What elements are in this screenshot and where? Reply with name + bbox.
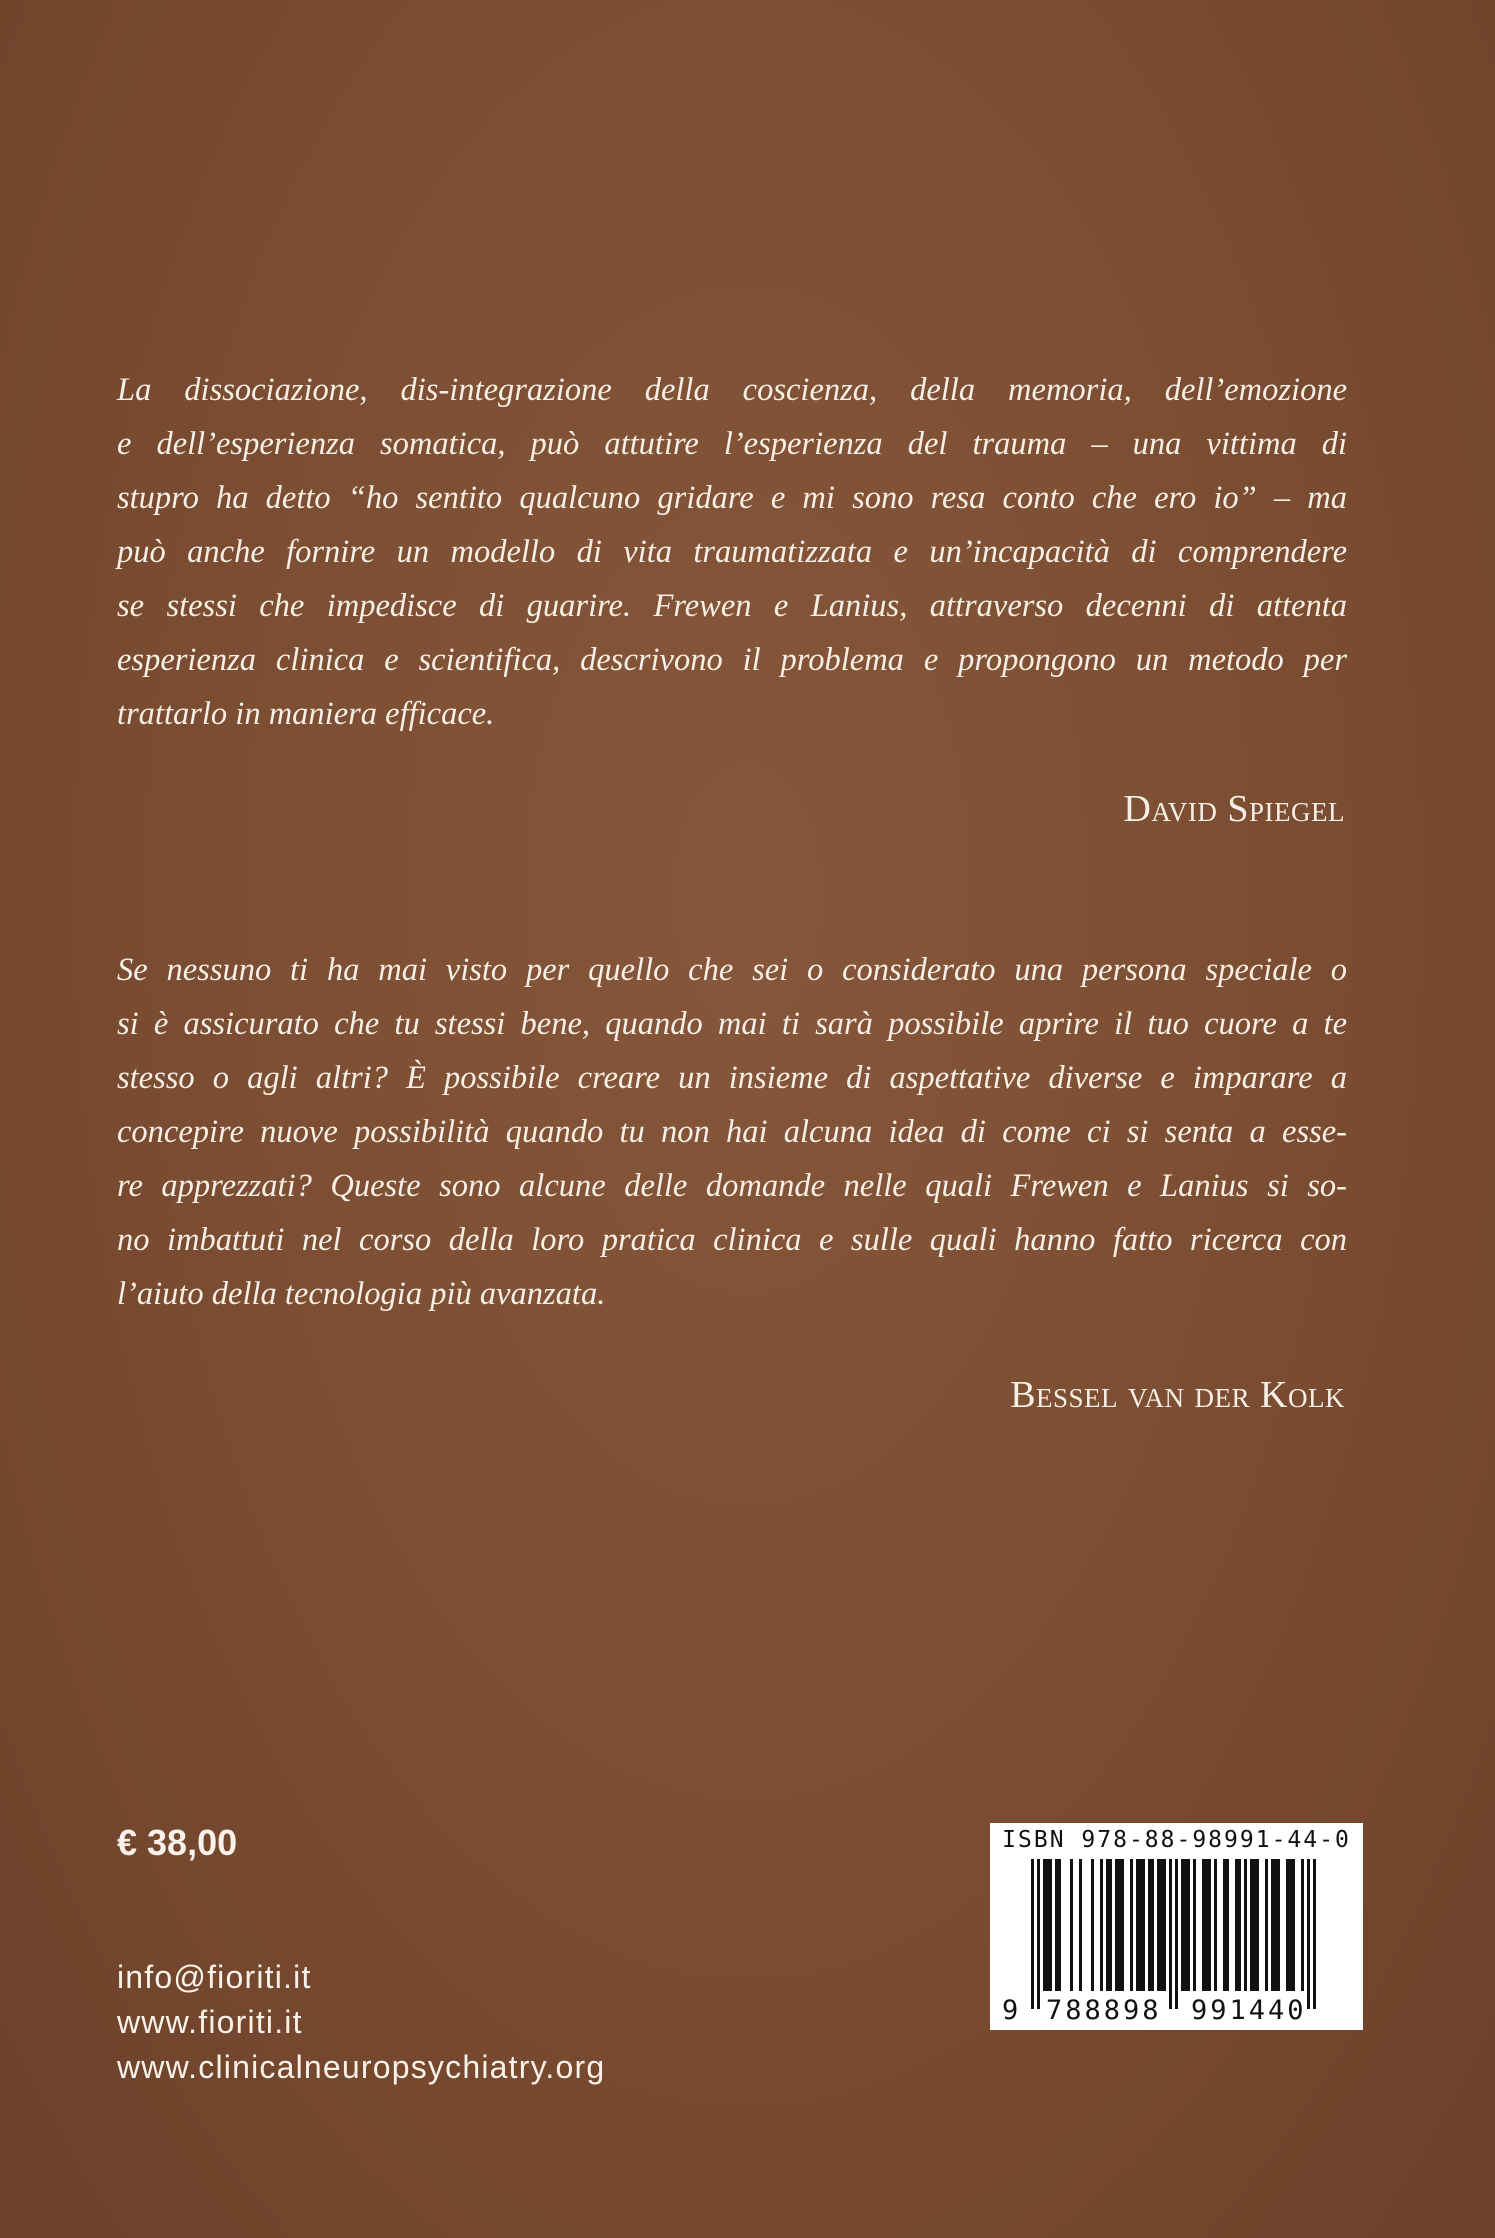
- barcode-bar: [1253, 1859, 1256, 1991]
- quote-line: La dissociazione, dis-integrazione della coscienza, della memoria, dell’emozione: [117, 372, 1347, 408]
- barcode-digit-first: 9: [1002, 1995, 1019, 2026]
- barcode-bar: [1109, 1859, 1112, 1991]
- barcode-bar: [1121, 1859, 1124, 1991]
- quote-author-van-der-kolk: Bessel van der Kolk: [1010, 1374, 1345, 1416]
- barcode-bar: [1148, 1859, 1151, 1991]
- barcode-bar: [1301, 1859, 1304, 1991]
- quote-van-der-kolk: [117, 943, 1347, 1321]
- barcode-bar: [1049, 1859, 1052, 1991]
- barcode-bar: [1244, 1859, 1247, 1991]
- quote-line: no imbattuti nel corso della loro pratica clinica e sulle quali hanno fatto ricerca con: [117, 1222, 1347, 1258]
- barcode-bar: [1151, 1859, 1154, 1991]
- quote-line: e dell’esperienza somatica, può attutire l’esperienza del trauma – una vittima di: [117, 426, 1347, 462]
- barcode-bar: [1037, 1859, 1040, 2009]
- quote-line: trattarlo in maniera efficace.: [117, 696, 495, 732]
- barcode-bar: [1289, 1859, 1292, 1991]
- barcode-digit-group-left: 788898: [1046, 1995, 1162, 2026]
- barcode-bar: [1274, 1859, 1277, 1991]
- barcode-bar: [1055, 1859, 1058, 1991]
- barcode-bar: [1118, 1859, 1121, 1991]
- barcode-bar: [1184, 1859, 1187, 1991]
- quote-line: re apprezzati? Queste sono alcune delle domande nelle quali Frewen e Lanius si so-: [117, 1168, 1347, 1204]
- quote-line: esperienza clinica e scientifica, descrivono il problema e propongono un metodo per: [117, 642, 1347, 678]
- barcode-bar: [1130, 1859, 1133, 1991]
- quote-line: si è assicurato che tu stessi bene, quando mai ti sarà possibile aprire il tuo cuore a te: [117, 1006, 1347, 1042]
- barcode-bar: [1226, 1859, 1229, 1991]
- barcode-bar: [1277, 1859, 1280, 1991]
- quote-author-spiegel: David Spiegel: [1123, 788, 1345, 830]
- quote-line: stupro ha detto “ho sentito qualcuno gridare e mi sono resa conto che ero io” – ma: [117, 480, 1347, 516]
- contact-block: [117, 1955, 605, 2090]
- quote-line: può anche fornire un modello di vita traumatizzata e un’incapacità di comprendere: [117, 534, 1347, 570]
- isbn-barcode: [990, 1823, 1363, 2030]
- barcode-bar: [1106, 1859, 1109, 1991]
- barcode-bar: [1091, 1859, 1094, 1991]
- barcode-bar: [1187, 1859, 1190, 1991]
- price-label: € 38,00: [117, 1822, 238, 1863]
- barcode-bar: [1214, 1859, 1217, 1991]
- barcode-bar: [1250, 1859, 1253, 1991]
- barcode-bar: [1115, 1859, 1118, 1991]
- barcode-bar: [1202, 1859, 1205, 1991]
- quote-line: Se nessuno ti ha mai visto per quello che sei o considerato una persona speciale o: [117, 952, 1347, 988]
- barcode-bar: [1193, 1859, 1196, 1991]
- barcode-bar: [1313, 1859, 1316, 2009]
- barcode-bar: [1136, 1859, 1139, 1991]
- barcode-bar: [1031, 1859, 1034, 2009]
- barcode-bar: [1046, 1859, 1049, 1991]
- barcode-bar: [1157, 1859, 1160, 1991]
- barcode-bar: [1100, 1859, 1103, 1991]
- barcode-bar: [1079, 1859, 1082, 1991]
- barcode-bar: [1169, 1859, 1172, 2009]
- barcode-bar: [1070, 1859, 1073, 1991]
- barcode-bar: [1139, 1859, 1142, 1991]
- barcode-bar: [1160, 1859, 1163, 1991]
- barcode-bar: [1208, 1859, 1211, 1991]
- website-link: www.clinicalneuropsychiatry.org: [117, 2049, 606, 2085]
- barcode-bar: [1307, 1859, 1310, 2009]
- quote-spiegel: [117, 363, 1347, 741]
- barcode-bar: [1223, 1859, 1226, 1991]
- barcode-bar: [1235, 1859, 1238, 1991]
- barcode-bar: [1271, 1859, 1274, 1991]
- quote-line: stesso o agli altri? È possibile creare un insieme di aspettative diverse e imparare a: [117, 1060, 1347, 1096]
- barcode-bar: [1181, 1859, 1184, 1991]
- barcode-bar: [1286, 1859, 1289, 1991]
- barcode-bar: [1163, 1859, 1166, 1991]
- barcode-bar: [1256, 1859, 1259, 1991]
- barcode-bar: [1292, 1859, 1295, 1991]
- quote-line: l’aiuto della tecnologia più avanzata.: [117, 1276, 606, 1312]
- barcode-bar: [1175, 1859, 1178, 2009]
- barcode-bar: [1043, 1859, 1046, 1991]
- barcode-bar: [1265, 1859, 1268, 1991]
- website-link: www.fioriti.it: [117, 2004, 303, 2040]
- barcode-bar: [1142, 1859, 1145, 1991]
- email-address: info@fioriti.it: [117, 1959, 312, 1995]
- barcode-bar: [1238, 1859, 1241, 1991]
- barcode-bar: [1058, 1859, 1061, 1991]
- barcode-bar: [1205, 1859, 1208, 1991]
- quote-line: concepire nuove possibilità quando tu non hai alcuna idea di come ci si senta a esse-: [117, 1114, 1347, 1150]
- barcode-digit-group-right: 991440: [1191, 1995, 1307, 2026]
- quote-line: se stessi che impedisce di guarire. Frewen e Lanius, attraverso decenni di attenta: [117, 588, 1347, 624]
- isbn-label: ISBN 978-88-98991-44-0: [1002, 1827, 1351, 1853]
